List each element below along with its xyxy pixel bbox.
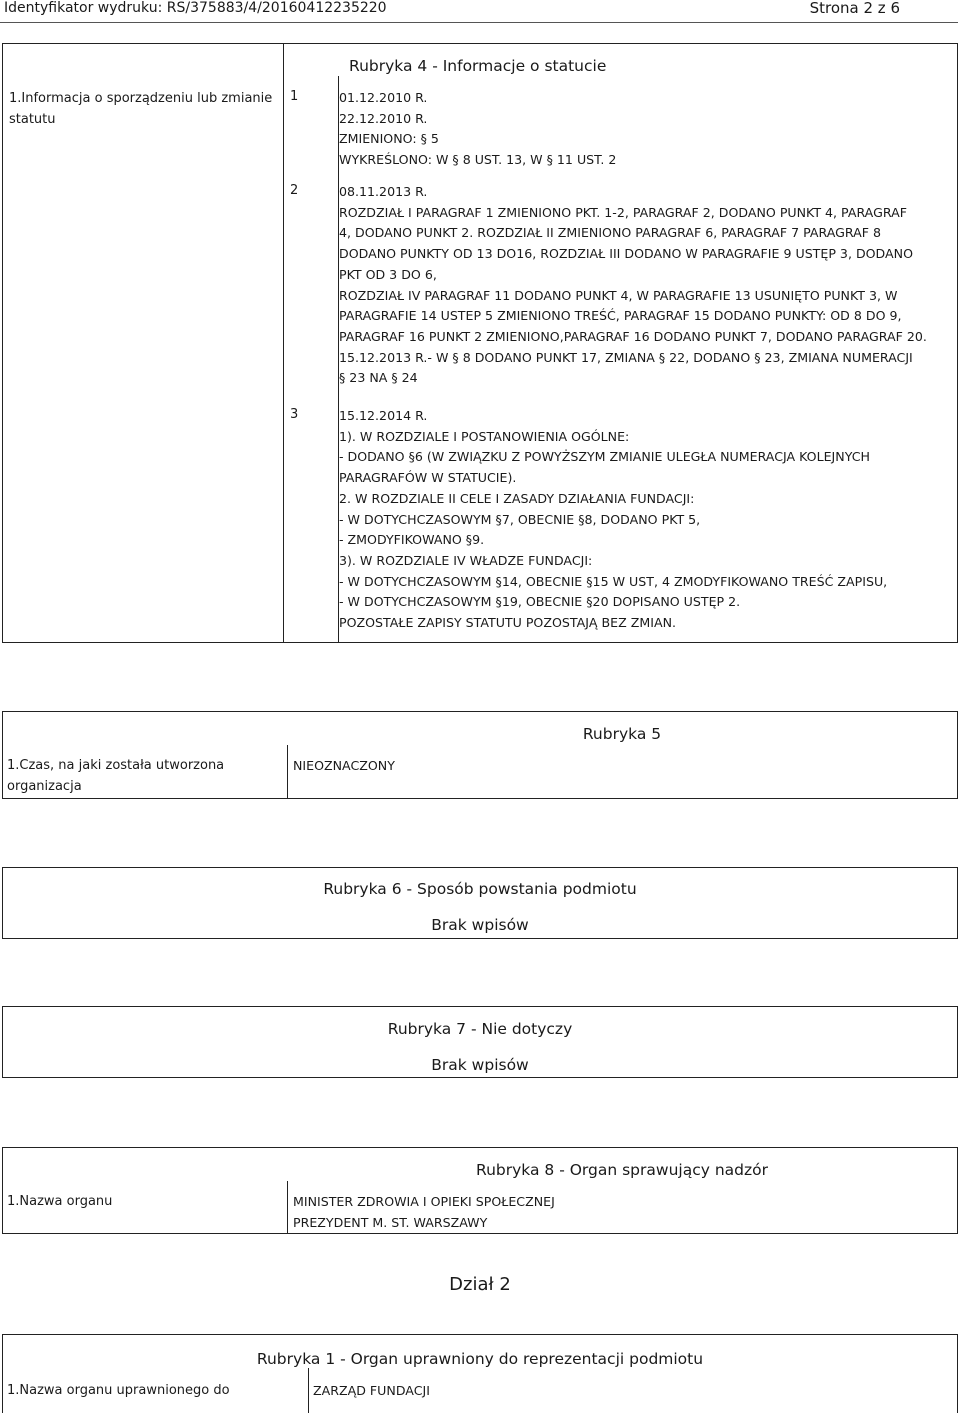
entry-line: 1). W ROZDZIALE I POSTANOWIENIA OGÓLNE:: [339, 428, 630, 444]
column-divider: [308, 1368, 309, 1413]
statute-entry: [339, 406, 942, 634]
entry-line: DODANO PUNKTY OD 13 DO16, ROZDZIAŁ III DODANO W PARAGRAFIE 9 USTĘP 3, DODANO: [339, 246, 913, 262]
entry-line: 2. W ROZDZIALE II CELE I ZASADY DZIAŁANIA FUNDACJI:: [339, 490, 695, 506]
entry-line: PARAGRAFÓW W STATUCIE).: [339, 470, 517, 486]
dzial-2-rubryka-1-value: ZARZĄD FUNDACJI: [313, 1383, 430, 1398]
rubryka-5-title: Rubryka 5: [582, 725, 662, 743]
entry-line: 15.12.2013 R.- W § 8 DODANO PUNKT 17, ZMIANA § 22, DODANO § 23, ZMIANA NUMERACJI: [339, 349, 913, 365]
entry-line: 4, DODANO PUNKT 2. ROZDZIAŁ II ZMIENIONO PARAGRAF 6, PARAGRAF 7 PARAGRAF 8: [339, 225, 882, 241]
entry-line: PKT OD 3 DO 6,: [339, 266, 437, 282]
print-identifier: Identyfikator wydruku: RS/375883/4/20160412235220: [4, 0, 387, 16]
rubryka-4-title: Rubryka 4 - Informacje o statucie: [349, 57, 607, 75]
column-divider: [287, 1181, 288, 1233]
dzial-2-rubryka-1-title: Rubryka 1 - Organ uprawniony do reprezentacji podmiotu: [256, 1350, 704, 1368]
statute-entry: [339, 182, 942, 389]
rubryka-4-label: 1.Informacja o sporządzeniu lub zmianie statutu: [9, 91, 273, 127]
entry-line: 15.12.2014 R.: [339, 408, 428, 423]
entry-line: - W DOTYCHCZASOWYM §19, OBECNIE §20 DOPISANO USTĘP 2.: [339, 594, 741, 610]
entry-line: ZMIENIONO: § 5: [339, 131, 439, 147]
entry-line: 22.12.2010 R.: [339, 110, 428, 126]
entry-line: 08.11.2013 R.: [339, 184, 428, 199]
rubryka-8-title: Rubryka 8 - Organ sprawujący nadzór: [476, 1161, 768, 1179]
entry-line: 3). W ROZDZIALE IV WŁADZE FUNDACJI:: [339, 552, 593, 568]
rubryka-7-title: Rubryka 7 - Nie dotyczy: [387, 1020, 573, 1038]
entry-line: WYKREŚLONO: W § 8 UST. 13, W § 11 UST. 2: [339, 152, 617, 168]
rubryka-6-empty: Brak wpisów: [431, 916, 529, 934]
rubryka-8-value: MINISTER ZDROWIA I OPIEKI SPOŁECZNEJ PREZYDENT M. ST. WARSZAWY: [293, 1194, 555, 1230]
entry-line: - ZMODYFIKOWANO §9.: [339, 532, 485, 548]
entry-line: - W DOTYCHCZASOWYM §14, OBECNIE §15 W UST, 4 ZMODYFIKOWANO TREŚĆ ZAPISU,: [339, 573, 888, 589]
entry-line: - W DOTYCHCZASOWYM §7, OBECNIE §8, DODANO PKT 5,: [339, 511, 701, 527]
entry-line: ROZDZIAŁ I PARAGRAF 1 ZMIENIONO PKT. 1-2, PARAGRAF 2, DODANO PUNKT 4, PARAGRAF: [339, 204, 907, 220]
dzial-2-rubryka-1-label: 1.Nazwa organu uprawnionego do: [7, 1383, 230, 1398]
rubryka-7-empty: Brak wpisów: [431, 1056, 529, 1074]
entry-line: PARAGRAF 16 PUNKT 2 ZMIENIONO,PARAGRAF 16 DODANO PUNKT 7, DODANO PARAGRAF 20.: [339, 328, 927, 344]
rubryka-6-section: [2, 867, 958, 939]
entry-line: § 23 NA § 24: [339, 370, 418, 386]
rubryka-8-label: 1.Nazwa organu: [7, 1194, 113, 1209]
entry-line: PARAGRAFIE 14 USTEP 5 ZMIENIONO TREŚĆ, PARAGRAF 15 DODANO PUNKTY: OD 8 DO 9,: [339, 308, 902, 324]
entry-line: 01.12.2010 R.: [339, 90, 428, 105]
column-divider: [287, 745, 288, 798]
entry-number: 2: [290, 183, 299, 198]
entry-number: 3: [290, 407, 299, 422]
header-divider: [0, 22, 958, 23]
section-heading: Dział 2: [449, 1274, 511, 1295]
rubryka-5-section: [2, 711, 958, 799]
rubryka-8-section: [2, 1147, 958, 1234]
entry-line: POZOSTAŁE ZAPISY STATUTU POZOSTAJĄ BEZ ZMIAN.: [339, 615, 676, 631]
entry-number: 1: [290, 89, 299, 104]
rubryka-6-title: Rubryka 6 - Sposób powstania podmiotu: [323, 880, 637, 898]
entry-line: ROZDZIAŁ IV PARAGRAF 11 DODANO PUNKT 4, W PARAGRAFIE 13 USUNIĘTO PUNKT 3, W: [339, 287, 898, 303]
column-divider: [283, 44, 284, 642]
dzial-2-rubryka-1-section: [2, 1334, 958, 1413]
entry-line: - DODANO §6 (W ZWIĄZKU Z POWYŻSZYM ZMIANIE ULEGŁA NUMERACJA KOLEJNYCH: [339, 449, 870, 465]
page-number: Strona 2 z 6: [809, 0, 900, 17]
rubryka-7-section: [2, 1006, 958, 1078]
statute-entry: [339, 88, 942, 171]
rubryka-5-label: 1.Czas, na jaki została utworzona organizacja: [7, 758, 225, 794]
rubryka-5-value: NIEOZNACZONY: [293, 758, 395, 773]
